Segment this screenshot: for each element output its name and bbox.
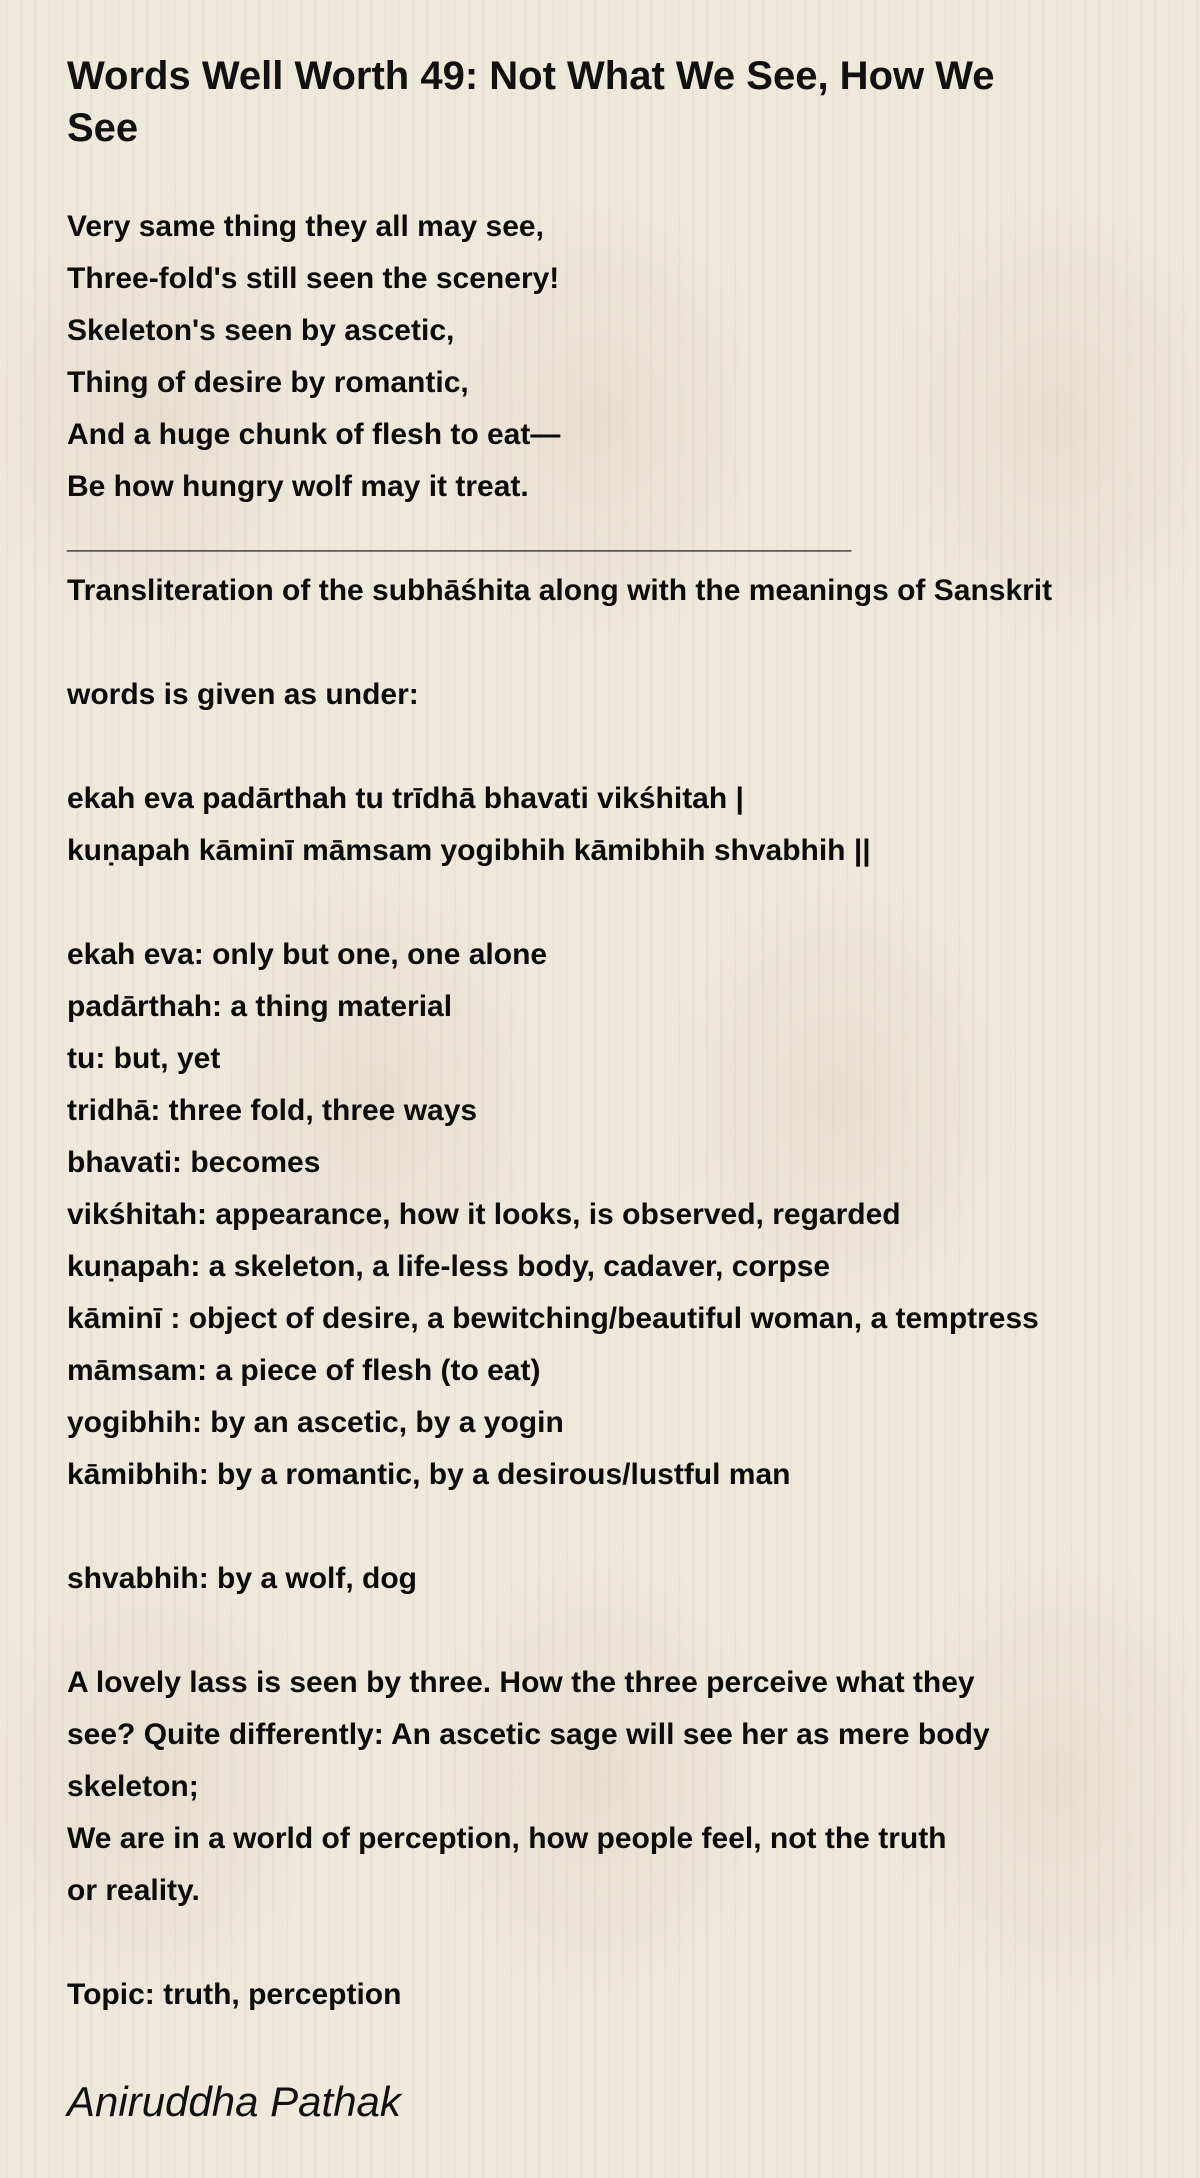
poem-line: tu: but, yet — [67, 1042, 221, 1075]
poem-line: or reality. — [67, 1874, 200, 1907]
poem-line: kuṇapah kāminī māmsam yogibhih kāmibhih shvabhih || — [67, 834, 871, 867]
separator-line: _______________________________________________ — [67, 522, 852, 555]
poem-line: Be how hungry wolf may it treat. — [67, 470, 529, 503]
poem-line: vikśhitah: appearance, how it looks, is observed, regarded — [67, 1198, 901, 1231]
poem-line: skeleton; — [67, 1770, 199, 1803]
poem-line: see? Quite differently: An ascetic sage will see her as mere body — [67, 1718, 990, 1751]
poem-line: Skeleton's seen by ascetic, — [67, 314, 455, 347]
blank-line — [67, 1917, 1167, 1969]
blank-line — [67, 617, 1167, 669]
poem-line: We are in a world of perception, how people feel, not the truth — [67, 1822, 947, 1855]
poem-line: And a huge chunk of flesh to eat— — [67, 418, 561, 451]
poem-line: Very same thing they all may see, — [67, 210, 544, 243]
topic-line: Topic: truth, perception — [67, 1978, 402, 2011]
blank-line — [67, 877, 1167, 929]
poem-line: bhavati: becomes — [67, 1146, 321, 1179]
poem-line: ekah eva: only but one, one alone — [67, 938, 548, 971]
blank-line — [67, 1501, 1167, 1553]
poem-line: Three-fold's still seen the scenery! — [67, 262, 560, 295]
poem-line: Transliteration of the subhāśhita along with the meanings of Sanskrit — [67, 574, 1053, 607]
poem-line: Thing of desire by romantic, — [67, 366, 469, 399]
poem-body — [67, 201, 1167, 2021]
poem-line: ekah eva padārthah tu trīdhā bhavati vikśhitah | — [67, 782, 744, 815]
poem-line: A lovely lass is seen by three. How the three perceive what they — [67, 1666, 975, 1699]
poem-line: words is given as under: — [67, 678, 419, 711]
author-name: Aniruddha Pathak — [67, 2078, 401, 2125]
poem-line: kāmibhih: by a romantic, by a desirous/lustful man — [67, 1458, 791, 1491]
blank-line — [67, 1605, 1167, 1657]
poem-line: shvabhih: by a wolf, dog — [67, 1562, 418, 1595]
poem-line: māmsam: a piece of flesh (to eat) — [67, 1354, 541, 1387]
poem-line: kāminī : object of desire, a bewitching/beautiful woman, a temptress — [67, 1302, 1039, 1335]
poem-title: Words Well Worth 49: Not What We See, How We See — [67, 54, 995, 150]
poem-line: kuṇapah: a skeleton, a life-less body, cadaver, corpse — [67, 1250, 831, 1283]
poem-line: yogibhih: by an ascetic, by a yogin — [67, 1406, 564, 1439]
poem-line: tridhā: three fold, three ways — [67, 1094, 478, 1127]
blank-line — [67, 721, 1167, 773]
poem-line: padārthah: a thing material — [67, 990, 453, 1023]
